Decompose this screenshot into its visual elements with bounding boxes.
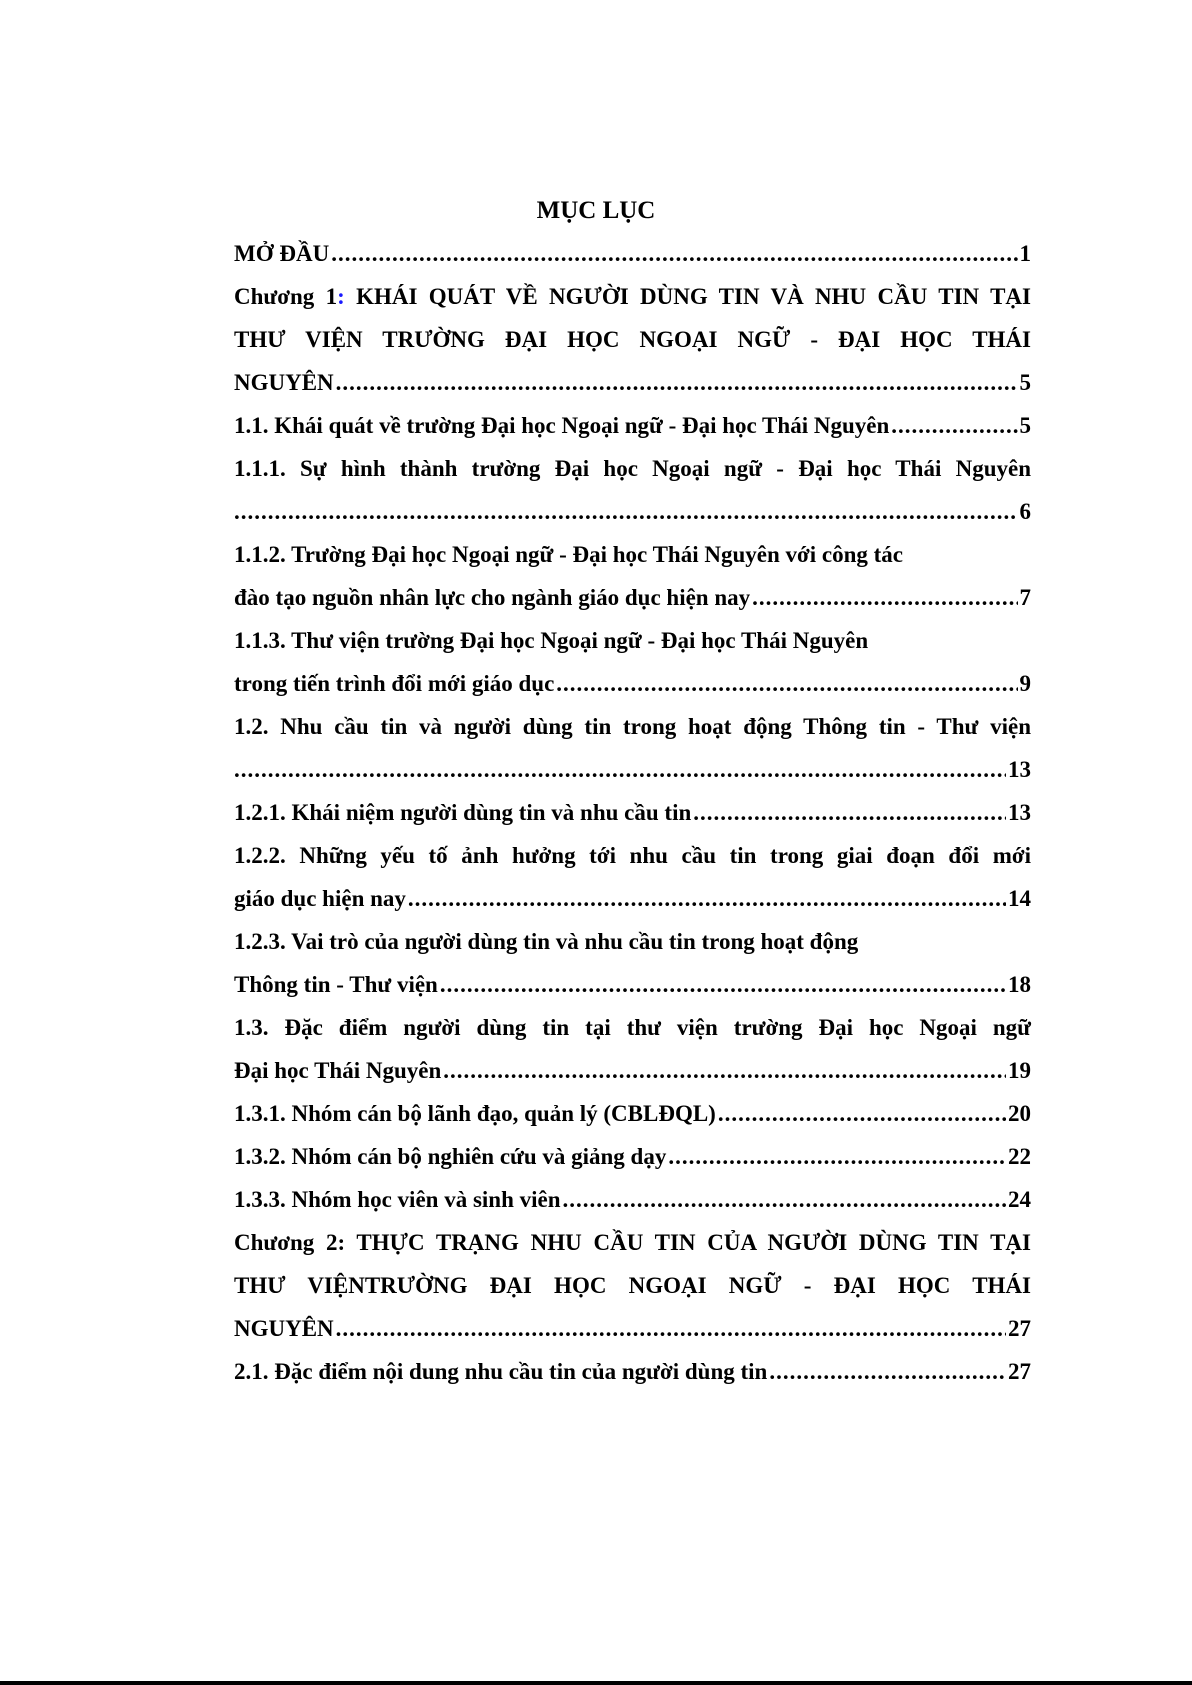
toc-entry[interactable] (234, 1092, 1031, 1135)
toc-entry-text: Đại học Thái Nguyên (234, 1058, 442, 1083)
dot-leader (752, 576, 1017, 619)
toc-entry-continuation[interactable] (234, 1264, 1031, 1307)
chapter-prefix: Chương 1 (234, 284, 338, 309)
page-bottom-border (0, 1681, 1192, 1685)
toc-entry-text: đào tạo nguồn nhân lực cho ngành giáo dục hiện nay (234, 585, 751, 610)
toc-page-number: 27 (1008, 1359, 1031, 1384)
toc-entry-continuation[interactable] (234, 576, 1031, 619)
toc-entry-text: NGUYÊN (234, 1316, 334, 1341)
toc-entry-text: 1.2.1. Khái niệm người dùng tin và nhu cầu tin (234, 800, 692, 825)
toc-entry-text: MỞ ĐẦU (234, 241, 330, 266)
toc-page-number: 7 (1019, 585, 1031, 610)
dot-leader (443, 1049, 1006, 1092)
toc-page-number: 5 (1019, 413, 1031, 438)
toc-page-number: 20 (1008, 1101, 1031, 1126)
dot-leader (408, 877, 1006, 920)
toc-page-number: 14 (1008, 886, 1031, 911)
toc-entry[interactable] (234, 1135, 1031, 1178)
toc-entry-text: 1.3.1. Nhóm cán bộ lãnh đạo, quản lý (CBLĐQL) (234, 1101, 716, 1126)
toc-entry[interactable] (234, 232, 1031, 275)
toc-chapter-heading[interactable] (234, 275, 1031, 318)
dot-leader (336, 361, 1018, 404)
toc-entry[interactable] (234, 1006, 1031, 1049)
toc-entry-text: 1.2.2. Những yếu tố ảnh hưởng tới nhu cầu tin trong giai đoạn đổi mới (234, 843, 1031, 868)
toc-page-number: 24 (1008, 1187, 1031, 1212)
dot-leader (891, 404, 1017, 447)
toc-entry-text: 1.1.1. Sự hình thành trường Đại học Ngoại ngữ - Đại học Thái Nguyên (234, 456, 1031, 481)
toc-page-number: 5 (1019, 370, 1031, 395)
toc-entry-continuation[interactable] (234, 748, 1031, 791)
page-title: MỤC LỤC (536, 197, 656, 224)
toc-entry-text: 1.2. Nhu cầu tin và người dùng tin trong hoạt động Thông tin - Thư viện (234, 714, 1031, 739)
toc-entry-continuation[interactable] (234, 877, 1031, 920)
dot-leader (668, 1135, 1006, 1178)
toc-entry[interactable] (234, 404, 1031, 447)
toc-entry-text: Thông tin - Thư viện (234, 972, 438, 997)
toc-entry-text: 1.1.2. Trường Đại học Ngoại ngữ - Đại học Thái Nguyên với công tác (234, 542, 904, 567)
dot-leader (563, 1178, 1006, 1221)
chapter-title: KHÁI QUÁT VỀ NGƯỜI DÙNG TIN VÀ NHU CẦU TIN TẠI (344, 284, 1031, 309)
toc-entry-text: 1.1. Khái quát về trường Đại học Ngoại ngữ - Đại học Thái Nguyên (234, 413, 890, 438)
toc-entry[interactable] (234, 1178, 1031, 1221)
dot-leader (769, 1350, 1006, 1393)
chapter-colon: : (337, 284, 345, 309)
toc-chapter-heading[interactable] (234, 1221, 1031, 1264)
toc-entry-text: Chương 2: THỰC TRẠNG NHU CẦU TIN CỦA NGƯỜI DÙNG TIN TẠI (234, 1230, 1031, 1255)
toc-page-number: 22 (1008, 1144, 1031, 1169)
dot-leader (234, 748, 1006, 791)
toc-entry[interactable] (234, 920, 1031, 963)
toc-entry[interactable] (234, 705, 1031, 748)
toc-entry-continuation[interactable] (234, 490, 1031, 533)
toc-entry[interactable] (234, 361, 1031, 404)
toc-entry[interactable] (234, 1307, 1031, 1350)
toc-entry-continuation[interactable] (234, 662, 1031, 705)
toc-entry-text: trong tiến trình đổi mới giáo dục (234, 671, 555, 696)
dot-leader (331, 232, 1017, 275)
toc-page-number: 1 (1019, 241, 1031, 266)
toc-page-number: 19 (1008, 1058, 1031, 1083)
toc-entry[interactable] (234, 447, 1031, 490)
toc-entry-text: THƯ VIỆNTRƯỜNG ĐẠI HỌC NGOẠI NGỮ - ĐẠI HỌC THÁI (234, 1273, 1031, 1298)
toc-entry-text: giáo dục hiện nay (234, 886, 406, 911)
toc-page-number: 13 (1008, 800, 1031, 825)
toc-entry[interactable] (234, 791, 1031, 834)
toc-page-number: 13 (1008, 757, 1031, 782)
table-of-contents (234, 232, 1031, 1393)
dot-leader (234, 490, 1018, 533)
toc-page-number: 27 (1008, 1316, 1031, 1341)
toc-entry-text (234, 275, 1031, 318)
toc-entry-text: 1.1.3. Thư viện trường Đại học Ngoại ngữ - Đại học Thái Nguyên (234, 628, 869, 653)
dot-leader (556, 662, 1017, 705)
toc-entry[interactable] (234, 834, 1031, 877)
dot-leader (336, 1307, 1006, 1350)
toc-entry[interactable] (234, 1350, 1031, 1393)
dot-leader (440, 963, 1006, 1006)
dot-leader (693, 791, 1006, 834)
toc-entry-text: 1.3.3. Nhóm học viên và sinh viên (234, 1187, 561, 1212)
toc-page-number: 9 (1019, 671, 1031, 696)
toc-entry[interactable] (234, 619, 1031, 662)
toc-entry-continuation[interactable] (234, 318, 1031, 361)
toc-entry-text: 2.1. Đặc điểm nội dung nhu cầu tin của người dùng tin (234, 1359, 768, 1384)
toc-entry-text: 1.2.3. Vai trò của người dùng tin và nhu cầu tin trong hoạt động (234, 929, 859, 954)
toc-page-number: 6 (1019, 499, 1031, 524)
toc-entry-text: 1.3.2. Nhóm cán bộ nghiên cứu và giảng dạy (234, 1144, 667, 1169)
toc-page-number: 18 (1008, 972, 1031, 997)
toc-entry[interactable] (234, 533, 1031, 576)
toc-entry-text: THƯ VIỆN TRƯỜNG ĐẠI HỌC NGOẠI NGỮ - ĐẠI HỌC THÁI (234, 327, 1031, 352)
toc-entry-continuation[interactable] (234, 963, 1031, 1006)
toc-entry-continuation[interactable] (234, 1049, 1031, 1092)
dot-leader (718, 1092, 1006, 1135)
toc-entry-text: NGUYÊN (234, 370, 334, 395)
toc-entry-text: 1.3. Đặc điểm người dùng tin tại thư viện trường Đại học Ngoại ngữ (234, 1015, 1031, 1040)
